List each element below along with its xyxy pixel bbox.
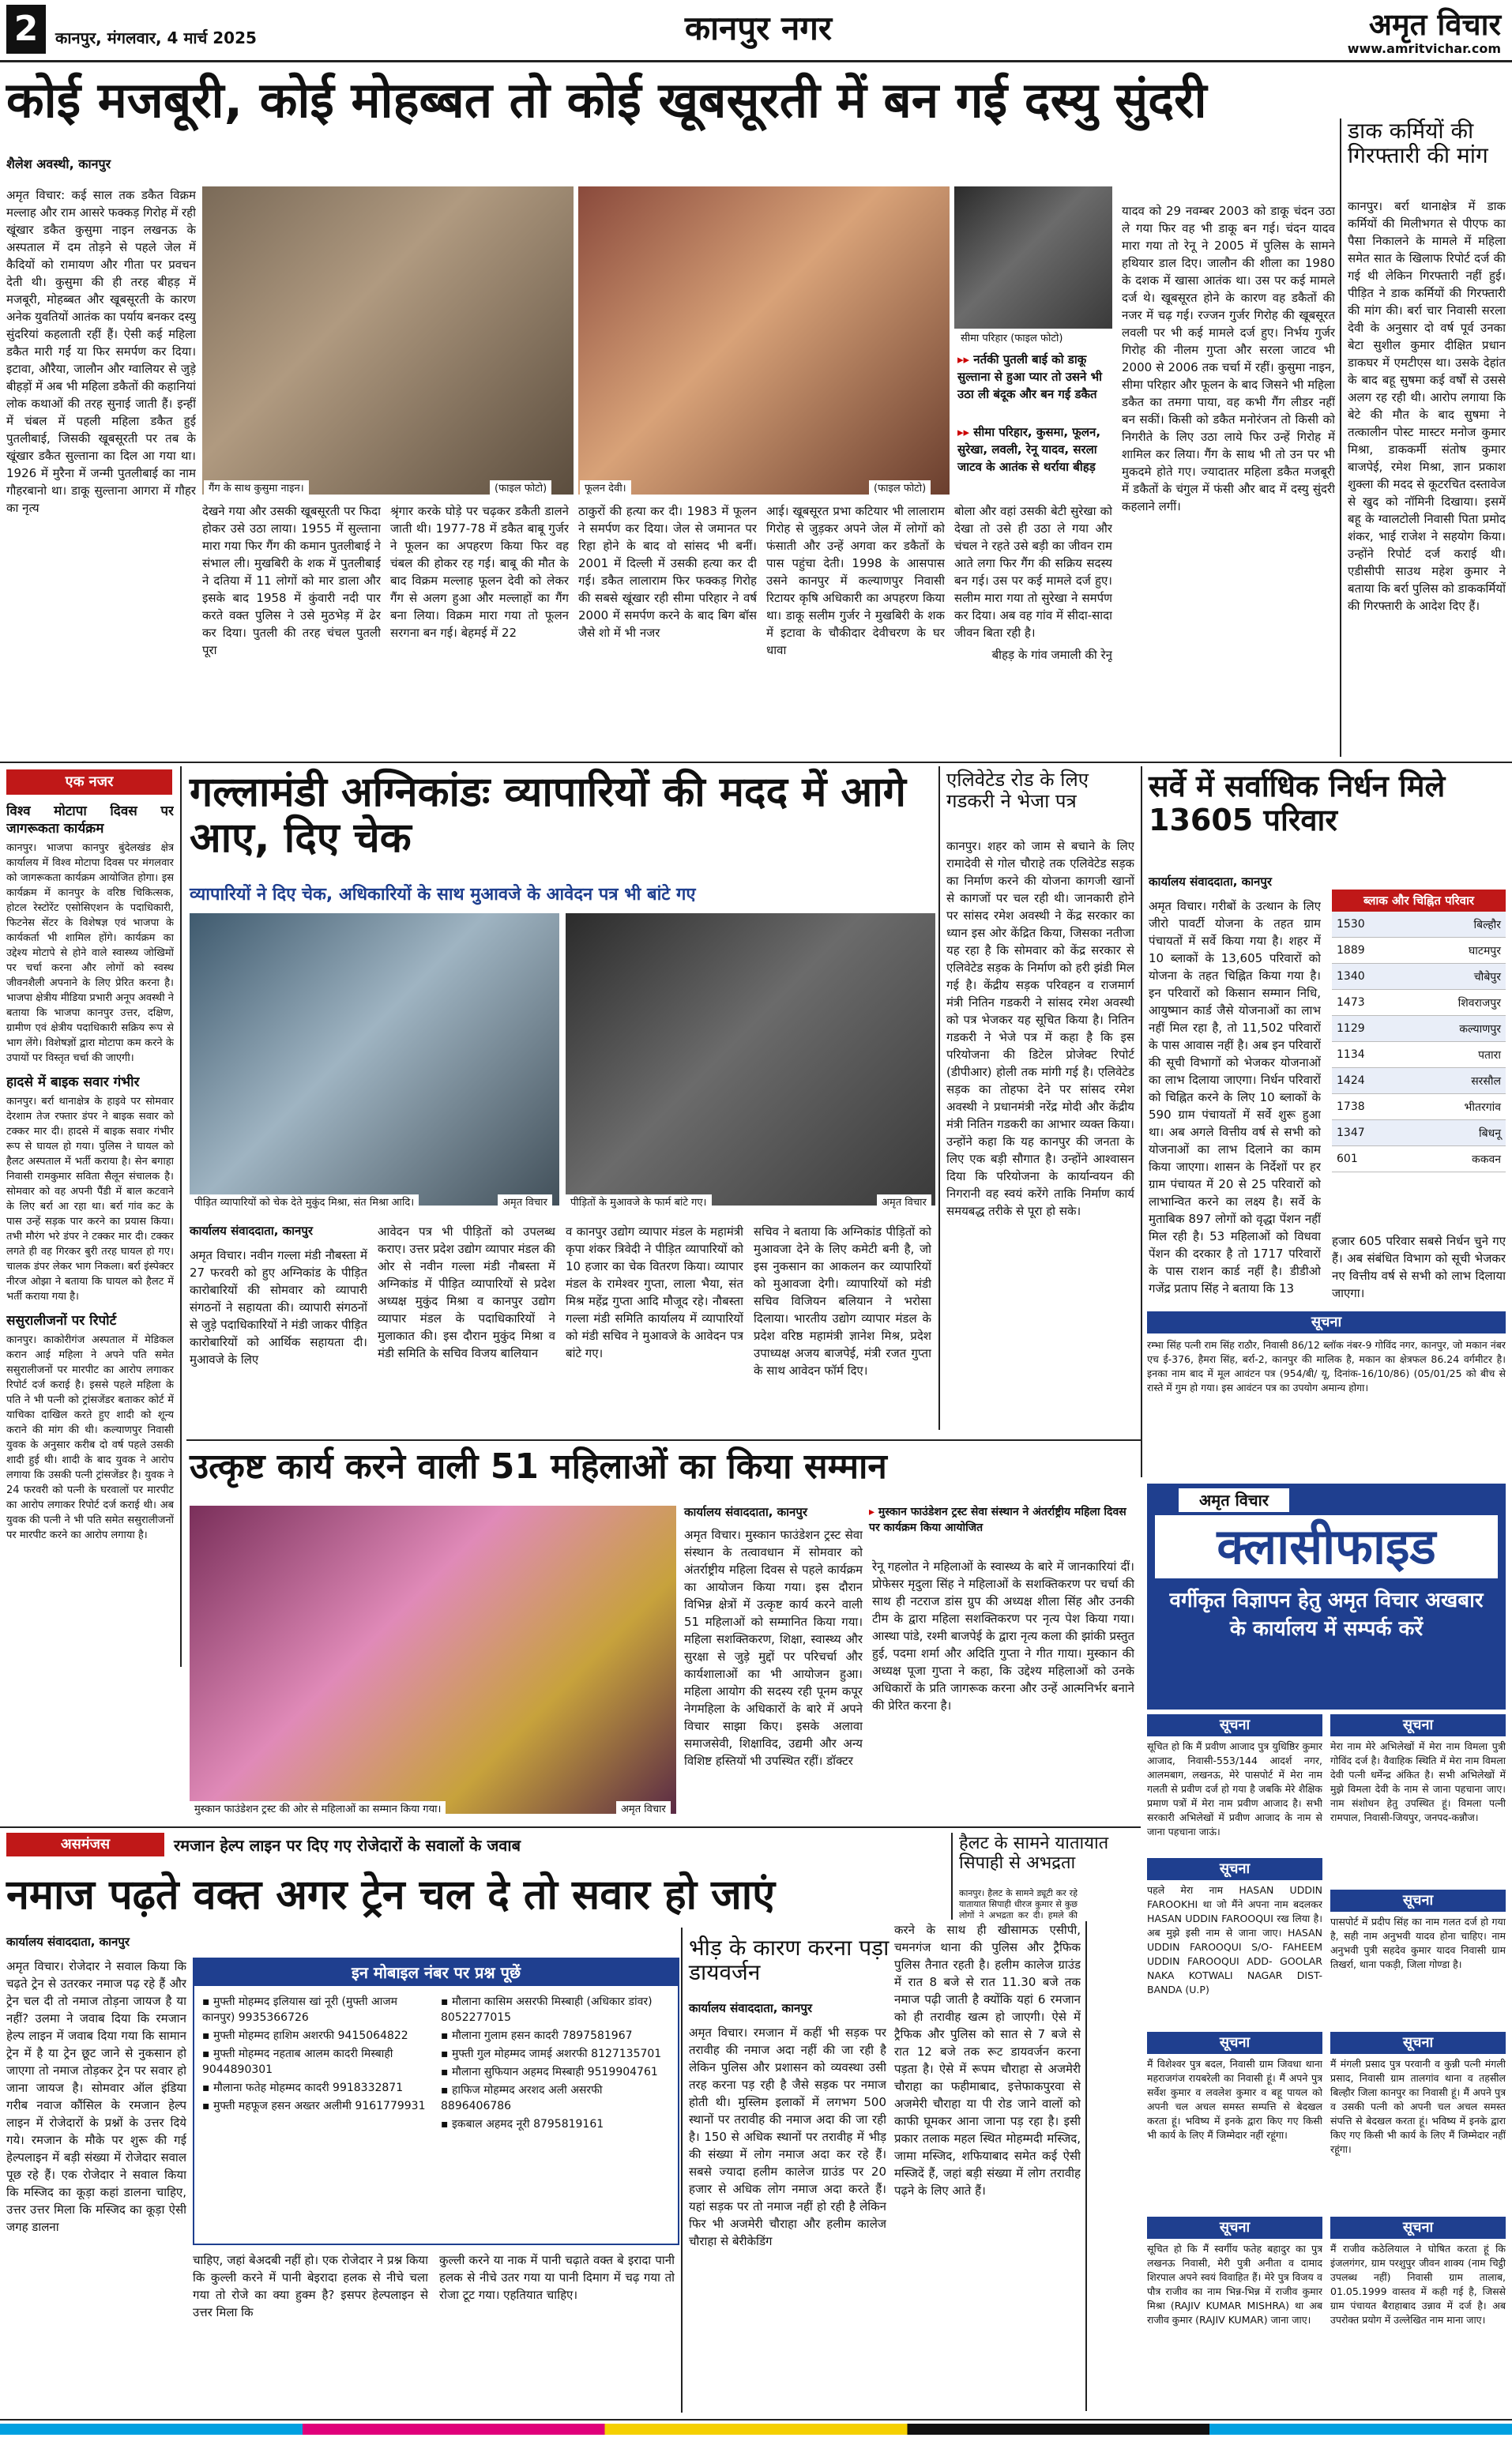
story4-col1: अमृत विचार। रोजेदार ने सवाल किया कि चढ़ते ट्रेन से उतरकर नमाज पढ़ रहे हैं और ट्रेन चल दी तो नमाज तोड़ना जायज है या नहीं? उलमा ने जवाब दिया कि रमजान हेल्प लाइन में जवाब दिया गया कि सामान ट्रेन में है या ट्रेन छूट जाने से नुकसान हो जाएगा तो नमाज तोड़कर ट्रेन पर सवार हो जाना जायज है। सोमवार ऑल इंडिया गरीब नवाज कौंसिल के रमजान हेल्प लाइन में रोजेदारों के प्रश्नों के उत्तर दिये गये। रमजान के मौके पर शुरू की गई हेल्पलाइन में बड़ी संख्या में रोजेदार सवाल पूछ रहे हैं। एक रोजेदार ने सवाल किया कि मस्जिद का कूड़ा कहां डालना चाहिए, उत्तर उत्तर मिला कि मस्जिद का कूड़ा ऐसी जगह डालना [6, 1959, 186, 2234]
helpline-left-list [202, 1994, 431, 2116]
survey-block-name: भीतरगांव [1405, 1094, 1506, 1120]
survey-table-row [1332, 938, 1506, 964]
survey-block-name: चौबेपुर [1405, 964, 1506, 990]
survey-family-count: 1424 [1332, 1068, 1405, 1094]
helpline-contact: ▪ मौलाना कासिम असरफी मिस्बाही (अधिकार डांवर) 8052277015 [441, 1995, 653, 2024]
story3-headline: उत्कृष्ट कार्य करने वाली 51 महिलाओं का किया सम्मान [190, 1446, 887, 1487]
survey-family-count: 601 [1332, 1146, 1405, 1172]
notice-5-body: सूचित हो कि मैं स्वर्गीय फतेह बहादुर का पुत्र लखनऊ निवासी, मेरी पुत्री अनीता व दामाद शिरपाल अपने स्वयं विवाहित हैं। मेरे पुत्र विजय व पौत्र राजीव का नाम भिन्न-भिन्न में राजीव कुमार मिश्रा (RAJIV KUMAR MISHRA) था अब राजीव कुमार (RAJIV KUMAR) जाना जाए। [1147, 2243, 1322, 2326]
story2-col4: सचिव ने बताया कि अग्निकांड पीड़ितों को मुआवजा देने के लिए कमेटी बनी है, जो इस नुकसान का आकलन कर व्यापारियों को मुआवजा देगी। व्यापारियों को मंडी सचिव विजियन बलियान ने भरोसा दिलाया। भारतीय उद्योग व्यापार मंडल के प्रदेश वरिष्ठ महामंत्री ज्ञानेश मिश्र, प्रदेश उपाध्यक्ष अजय बाजपेई, मंत्री रजत गुप्ता के साथ आवेदन फॉर्म दिए। [754, 1224, 931, 1378]
helpline-contact: ▪ मुफ्ती मोहम्मद नहताब आलम कादरी मिस्बाही 9044890301 [202, 2048, 393, 2076]
hallet-divider [951, 1833, 953, 1920]
survey-headline: सर्वे में सर्वाधिक निर्धन मिले 13605 परिवार [1149, 769, 1446, 837]
notice-1-body: रम्भा सिंह पत्नी राम सिंह राठौर, निवासी 86/12 ब्लॉक नंबर-9 गोविंद नगर, कानपुर, जो मकान नंबर एच ई-376, हैमरा सिंह, बर्रा-2, कानपुर की मालिक है, मकान का क्षेत्रफल 86.24 वर्गमीटर है। इनका नाम बाद में मूल आवंटन पत्र (954/बी/ यू, दिनांक-16/10/86) (05/01/25 को बीच से रास्ते में गुम हो गया। इस आवंटन पत्र का उपयोग अमान्य होगा। [1147, 1339, 1506, 1394]
story4-kicker: असमंजस [6, 1833, 164, 1856]
survey-table-row [1332, 1016, 1506, 1042]
helpline-contact: ▪ हाफिज मोहम्मद अरशद अली असरफी 8896406786 [441, 2084, 603, 2112]
story3-bullet: ▸ मुस्कान फाउंडेशन ट्रस्ट सेवा संस्थान ने अंतर्राष्ट्रीय महिला दिवस पर कार्यक्रम किया आयोजित [869, 1506, 1126, 1534]
story2-photo2-caption: पीड़ितों के मुआवजे के फार्म बांटे गए। [566, 1194, 712, 1212]
story3-col1: अमृत विचार। मुस्कान फाउंडेशन ट्रस्ट सेवा संस्थान के तत्वावधान में सोमवार को अंतर्राष्ट्रीय महिला दिवस से पहले कार्यक्रम का आयोजन किया गया। इस दौरान विभिन्न क्षेत्रों में उत्कृष्ट कार्य करने वाली 51 महिलाओं को सम्मानित किया गया। महिला सशक्तिकरण, शिक्षा, स्वास्थ्य और सुरक्षा से जुड़े मुद्दों पर परिचर्चा और कार्यशालाओं का भी आयोजन हुआ। महिला आयोग की सदस्य रही पूनम कपूर नेगमहिला के अधिकारों के बारे में अपने विचार साझा किए। इसके अलावा समाजसेवी, शिक्षाविद, उद्यमी और अन्य विशिष्ट हस्तियों भी उपस्थित रहीं। डॉक्टर [684, 1528, 863, 1768]
story1-photo1-caption: गैंग के साथ कुसुमा नाइन। [204, 480, 309, 498]
survey-table-grid [1332, 912, 1506, 1172]
notice-3-title: सूचना [1147, 1858, 1322, 1880]
survey-family-count: 1473 [1332, 990, 1405, 1016]
story1-col3: श्रृंगार करके घोड़े पर चढ़कर डकैती डालने जाती थी। 1977-78 में डकैत बाबू गुर्जर ने फूलन का अपहरण किया फिर वह चंबल की होकर रह गई। बाबू की मौत के बाद विक्रम मल्लाह फूलन देवी को लेकर गैंग से अलग हुआ और मल्लाहों का गैंग बना लिया। विक्रम मारा गया तो फूलन सरगना बन गई। बेहमई में 22 [390, 504, 569, 640]
notice-5-title: सूचना [1147, 2217, 1322, 2239]
survey-table-title: ब्लाक और चिह्नित परिवार [1332, 890, 1506, 912]
bullet-arrow-icon: ▸▸ [957, 352, 974, 367]
story3-photo-caption: मुस्कान फाउंडेशन ट्रस्ट की ओर से महिलाओं का सम्मान किया गया। [190, 1801, 446, 1819]
helpline-contact: ▪ मौलाना गुलाम हसन कादरी 7897581967 [441, 2029, 633, 2042]
survey-family-count: 1134 [1332, 1042, 1405, 1068]
notice-6-title: सूचना [1330, 1714, 1506, 1736]
survey-block-name: बिधनू [1405, 1120, 1506, 1146]
section-rule-1 [0, 762, 1512, 763]
ek-nazar-item-1-title: विश्व मोटापा दिवस पर जागरूकता कार्यक्रम [6, 803, 174, 837]
survey-body-2: हजार 605 परिवार सबसे निर्धन चुने गए हैं। अब संबंधित विभाग को सूची भेजकर नए वित्तीय वर्ष से सभी को लाभ दिलाया जाएगा। [1332, 1234, 1506, 1300]
story1-col7: यादव को 29 नवम्बर 2003 को डाकू चंदन उठा ले गया फिर वह भी डाकू बन गई। चंदन यादव मारा गया तो रेनू ने 2005 में पुलिस के सामने हथियार डाल दिए। जालौन की शीला का 1980 के दशक में खासा आतंक था। उस पर कई मामले दर्ज थे। खूबसूरत होने के कारण वह डकैतों की नजर में चढ़ गई। रज्जन गुर्जर गिरोह की खूबसूरत लवली पर भी कई मामले दर्ज हुए। निर्भय गुर्जर गिरोह की नीलम गुप्ता और सरला जाटव भी 2000 से 2006 तक चर्चा में रहीं। कुसुमा नाइन, सीमा परिहार और फूलन के बाद जिसने भी महिला डकैत का तमगा पाया, वह कभी गैंग लीडर नहीं बन सकीं। किसी को डकैत मनोरंजन तो किसी को निगरीते के लिए उठा लाये फिर उन्हें गिरोह में शामिल कर लिया। गैंग के साथ भी तो उन पर भी मुकदमे होते गए। ज्यादातर महिला डकैत मजबूरी में डकैतों के चंगुल में फंसी और बाद में दस्यु सुंदरी कहलाने लगीं। [1122, 204, 1335, 513]
story1-bullet-2: ▸▸ सीमा परिहार, कुसमा, फूलन, सुरेखा, लवली, रेनू यादव, सरला जाटव के आतंक से थर्राया बीहड़ [957, 425, 1101, 474]
story2-photo-cheque [190, 913, 559, 1206]
story1-col1: अमृत विचार: कई साल तक डकैत विक्रम मल्लाह और राम आसरे फक्कड़ गिरोह में रही खूंखार डकैत कुसुमा नाइन लखनऊ के अस्पताल में दम तोड़ने से पहले जेल में कैदियों को रामायण और गीता पर प्रवचन देती थी। कुसुमा की ही तरह बीहड़ में मजबूरी, मोहब्बत और खूबसूरती के कारण अनेक युवतियों आतंक का पर्याय बनकर दस्यु सुंदरियां कहलाती रहीं हैं। ऐसी कई महिला डकैत मारी गईं या फिर समर्पण कर दिया। इटावा, औरैया, जालौन और ग्वालियर से जुड़े बीहड़ों में अब भी महिला डकैतों की कहानियां लोक कथाओं की तरह सुनाई जाती हैं। इन्हीं में चंबल में पहली महिला डकैत हुई पुतलीबाई, जिसकी खूबसूरती पर तब के खूंखार डकैत सुल्ताना का दिल आ गया था। 1926 में मुरैना में जन्मी पुतलीबाई का नाम गौहरबानो था। डाकू सुल्ताना आगरा में गौहर का नृत्य [6, 188, 196, 515]
survey-family-count: 1889 [1332, 938, 1405, 964]
sidebar-divider [1340, 118, 1341, 757]
helpline-box [193, 1958, 679, 2245]
story2-subhead: व्यापारियों ने दिए चेक, अधिकारियों के साथ मुआवजे के आवेदन पत्र भी बांटे गए [190, 885, 696, 905]
ek-nazar-item-2-title: हादसे में बाइक सवार गंभीर [6, 1074, 140, 1090]
helpline-title: इन मोबाइल नंबर पर प्रश्न पूछें [194, 1959, 678, 1986]
dateline: कानपुर, मंगलवार, 4 मार्च 2025 [55, 28, 257, 47]
ek-nazar-item-2-body: कानपुर। बर्रा थानाक्षेत्र के हाइवे पर सोमवार देरशाम तेज रफ्तार डंपर ने बाइक सवार को टक्कर मार दी। हादसे में बाइक सवार गंभीर रूप से घायल हो गया। पुलिस ने घायल को हैलट अस्पताल में भर्ती कराया है। सेन बगाहा निवासी रामकुमार सविता सैलून संचालक है। सोमवार को वह अपनी पैंडी में बाल कटवाने के लिए बर्रा आ रहा था। बर्रा गांव कट के पास उन्हें सड़क पार करने का प्रयास किया। तभी मौरंग भरे डंपर ने टक्कर मार दी। टक्कर लगते ही वह गिरकर बुरी तरह घायल हो गए। चालक डंपर लेकर भाग निकला। बर्रा इंस्पेक्टर नीरज ओझा ने बताया कि घायल को हैलट में भर्ती कराया गया है। [6, 1096, 174, 1303]
footer-rule [0, 2419, 1512, 2421]
story5-divider [681, 1928, 683, 2413]
survey-body: अमृत विचार। गरीबों के उत्थान के लिए जीरो पावर्टी योजना के तहत ग्राम पंचायतों में सर्वे किया गया है। शहर में 10 ब्लाकों के 13,605 परिवारों को योजना के तहत चिह्नित किया गया है। इन परिवारों को किसान सम्मान निधि, आयुष्मान कार्ड जैसे योजनाओं का लाभ नहीं मिल रहा है, तो 11,502 परिवारों के पास आवास नहीं है। अब इन परिवारों की सूची विभागों को भेजकर योजनाओं का लाभ दिलाया जाएगा। निर्धन परिवारों को चिह्नित करने के लिए 10 ब्लाकों के 590 ग्राम पंचायतों में सर्वे शुरू हुआ था। अब अगले वित्तीय वर्ष से सभी को योजनाओं का लाभ दिलाने का काम किया जाएगा। शासन के निर्देशों पर हर ग्राम पंचायत में 20 से 25 परिवारों को लाभान्वित करने का लक्ष्य है। सर्वे के मुताबिक 897 लोगों को वृद्धा पेंशन नहीं मिल रही है। 53 महिलाओं को विधवा पेंशन की दरकार है तो 1717 परिवारों के पास राशन कार्ड नहीं है। डीडीओ गजेंद्र प्रताप सिंह ने बताया कि 13 [1149, 899, 1321, 1296]
survey-family-count: 1530 [1332, 912, 1405, 938]
notice-9-title: सूचना [1330, 2217, 1506, 2239]
ek-nazar-divider [180, 766, 182, 1667]
story2-photo1-credit: अमृत विचार [498, 1194, 552, 1212]
story5-byline: कार्यालय संवाददाता, कानपुर [689, 2001, 813, 2015]
gadkari-divider [938, 766, 940, 1430]
story1-bullet-1: ▸▸ नर्तकी पुतली बाई को डाकू सुल्ताना से हुआ प्यार तो उसने भी उठा ली बंदूक और बन गई डकैत [957, 352, 1103, 401]
helpline-contact: ▪ मुफ्ती मोहम्मद इलियास खां नूरी (मुफ्ती आजम कानपुर) 9935366726 [202, 1995, 398, 2024]
survey-table-row [1332, 1094, 1506, 1120]
notice-1-title: सूचना [1147, 1311, 1506, 1333]
story4-col2: चाहिए, जहां बेअदबी नहीं हो। एक रोजेदार ने प्रश्न किया कि कुल्ली करने में पानी बेइरादा हलक से नीचे चला गया तो रोजे का क्या हुक्म है? इसपर हेल्पलाइन से उत्तर मिला कि [193, 2253, 428, 2319]
survey-table-row [1332, 990, 1506, 1016]
section-rule-3 [0, 1826, 1141, 1828]
story1-byline: शैलेश अवस्थी, कानपुर [6, 156, 111, 171]
hallet-headline: हैलट के सामने यातायात सिपाही से अभद्रता [959, 1834, 1109, 1873]
notice-4-body: मैं विशेश्वर पुत्र बदल, निवासी ग्राम जिवधा थाना महराजगंज रायबरेली का निवासी हूं। मैं अपने पुत्र सर्वेश कुमार व लवलेश कुमार व बहू पायल को अपनी चल अचल समस्त सम्पत्ति से बेदखल करता हूं। भविष्य में इनके द्वारा किए गए किसी भी कार्य के लिए मैं जिम्मेदार नहीं रहूंगा। [1147, 2058, 1322, 2141]
masthead-rule [0, 60, 1512, 62]
survey-table-row [1332, 1042, 1506, 1068]
story2-col1: अमृत विचार। नवीन गल्ला मंडी नौबस्ता में 27 फरवरी को हुए अग्निकांड के पीड़ित कारोबारियों की सोमवार को व्यापारी संगठनों ने सहायता की। व्यापारी संगठनों से जुड़े पदाधिकारियों ने मंडी जाकर पीड़ित कारोबारियों को आर्थिक सहायता दी। मुआवजे के लिए [190, 1248, 367, 1367]
gadkari-body: कानपुर। शहर को जाम से बचाने के लिए रामादेवी से गोल चौराहे तक एलिवेटेड सड़क का निर्माण करने की योजना कागजी खानों से कागजों पर चल रही थी। जानकारी होने पर सांसद रमेश अवस्थी ने केंद्र सरकार का ध्यान इस ओर केंद्रित किया, जिसका नतीजा यह रहा है कि सोमवार को केंद्र सरकार से एलिवेटेड सड़क के निर्माण को हरी झंडी मिल गई है। केंद्रीय सड़क परिवहन व राजमार्ग मंत्री नितिन गडकरी ने सांसद रमेश अवस्थी को पत्र भेजकर यह सूचित किया है। नितिन गडकरी ने भेजे पत्र में कहा है कि इस परियोजना की डिटेल प्रोजेक्ट रिपोर्ट (डीपीआर) होली तक मांगी गई है। एलिवेटेड सड़क का तोहफा देने पर सांसद रमेश अवस्थी ने प्रधानमंत्री नरेंद्र मोदी और केंद्रीय मंत्री नितिन गडकरी का आभार व्यक्त किया। उन्होंने कहा कि यह कानपुर की जनता के लिए एक बड़ी सौगात है। उन्होंने आश्वासन दिया कि परियोजना के कार्यान्वयन की निगरानी वह स्वयं करेंगे ताकि निर्माण कार्य समयबद्ध तरीके से पूरा हो सके। [946, 839, 1134, 1218]
helpline-contact: ▪ मुफ्ती महफूज हसन अख्तर अलीमी 9161779931 [202, 2100, 426, 2112]
story1-col5: आई। खूबसूरत प्रभा कटियार भी लालाराम गिरोह से जुड़कर अपने जेल में लोगों को फंसाती और उन्हें अगवा कर डकैतों के पास पहुंचा देती। 1998 के आसपास उसने कानपुर में कल्याणपुर निवासी रिटायर कृषि अधिकारी का अपहरण किया था। डाकू सलीम गुर्जर ने मुखबिरी के शक में इटावा के चौकीदार देवीचरण के घर धावा [766, 504, 945, 657]
masthead [0, 0, 1512, 62]
story5-headline: भीड़ के कारण करना पड़ा डायवर्जन [689, 1935, 890, 1986]
notice-6-body: मेरा नाम मेरे अभिलेखों में मेरा नाम विमला पुत्री गोविंद दर्ज है। वैवाहिक स्थिति में मेरा नाम विमला देवी पत्नी धर्मेन्द्र अंकित है। सभी अभिलेखों में मुझे विमला देवी के नाम से जाना पहचाना जाए। नाम संशोधन हेतु उपस्थित हूं। विमला पत्नी रामपाल, निवासी-जियपुर, जनपद-कन्नौज। [1330, 1740, 1506, 1823]
survey-block-name: घाटमपुर [1405, 938, 1506, 964]
survey-family-count: 1340 [1332, 964, 1405, 990]
survey-family-count: 1347 [1332, 1120, 1405, 1146]
story4-col3: कुल्ली करने या नाक में पानी चढ़ाते वक्त बे इरादा पानी हलक से नीचे उतर गया या पानी दिमाग में चढ़ गया तो रोजा टूट गया। एहतियात चाहिए। [439, 2253, 675, 2302]
story1-photo3-caption: सीमा परिहार (फाइल फोटो) [956, 330, 1067, 348]
survey-table [1332, 890, 1506, 1221]
classified-title: क्लासीफाइड [1155, 1515, 1498, 1578]
survey-table-row [1332, 964, 1506, 990]
ek-nazar-column [6, 803, 174, 1672]
story5-col2: करने के साथ ही खीसामऊ एसीपी, चमनगंज थाना की पुलिस और ट्रैफिक पुलिस तैनात रहती है। हलीम कालेज ग्राउंड में रात 8 बजे से रात 11.30 बजे तक नमाज पढ़ी जाती है क्योंकि यहां 6 रमजान को ही तरावीह खत्म हो जाएगी। ऐसे में ट्रैफिक और पुलिस को सात से 7 बजे से रात 12 बजे तक रूट डायवर्जन करना पड़ता है। ऐसे में रूपम चौराहा से अजमेरी चौराहा का फहीमाबाद, इत्तेफाकपुरवा से अजमेरी चौराहा या पी रोड जाने वालों को काफी घूमकर आना जाना पड़ रहा है। इसी प्रकार तलाक महल स्थित मोहम्मदी मस्जिद, जामा मस्जिद, शफियाबाद समेत कई ऐसी मस्जिदें हैं, जहां बड़ी संख्या में लोग तरावीह पढ़ने के लिए आते हैं। [894, 1923, 1081, 2198]
footer-color-bar [0, 2424, 1512, 2435]
ek-nazar-item-3-title: ससुरालीजनों पर रिपोर्ट [6, 1313, 117, 1329]
notice-8-body: मैं मंगली प्रसाद पुत्र परवानी व कुन्नी पत्नी मंगली प्रसाद, निवासी ग्राम तालगांव थाना व तहसील बिल्हौर जिला कानपुर का निवासी हूं। मैं अपने पुत्र व उसकी पत्नी को अपनी चल अचल समस्त संपत्ति से बेदखल करता हूं। भविष्य में इनके द्वारा किए गए किसी भी कार्य के लिए मैं जिम्मेदार नहीं रहूंगा। [1330, 2058, 1506, 2155]
story3-col2: रेनू गहलोत ने महिलाओं के स्वास्थ्य के बारे में जानकारियां दीं। प्रोफेसर मृदुला सिंह ने महिलाओं के सशक्तिकरण पर चर्चा की साथ ही नटराज डांस ग्रुप की अध्यक्ष शीला सिंह और उनकी टीम के द्वारा महिला सशक्तिकरण पर नृत्य पेश किया गया। आस्था पांडे, रश्मी बाजपेई के द्वारा नृत्य कला की झांकी प्रस्तुत हुई, पदमा शर्मा और अदिति गुप्ता ने गीत गाया। मुस्कान की अध्यक्ष पूजा गुप्ता ने कहा, कि उद्देश्य महिलाओं को उनके अधिकारों के प्रति जागरूक करना और उन्हें आत्मनिर्भर बनाने की प्रेरित करना है। [872, 1559, 1134, 1713]
survey-block-name: शिवराजपुर [1405, 990, 1506, 1016]
helpline-contact: ▪ मुफ्ती मोहम्मद हाशिम अशरफी 9415064822 [202, 2029, 408, 2042]
story4-byline: कार्यालय संवाददाता, कानपुर [6, 1935, 130, 1949]
bullet-arrow-icon: ▸▸ [957, 425, 974, 439]
survey-byline: कार्यालय संवाददाता, कानपुर [1149, 875, 1273, 889]
survey-table-row [1332, 1120, 1506, 1146]
story1-headline: कोई मजबूरी, कोई मोहब्बत तो कोई खूबसूरती में बन गई दस्यु सुंदरी [6, 71, 1207, 129]
story1-photo-kusuma [202, 186, 574, 495]
dak-headline: डाक कर्मियों की गिरफ्तारी की मांग [1348, 118, 1488, 169]
story2-byline: कार्यालय संवाददाता, कानपुर [190, 1224, 314, 1238]
story1-photo-seema [954, 186, 1112, 329]
notice-3-body: पहले मेरा नाम HASAN UDDIN FAROOKHI था जो मैंने अपना नाम बदलकर HASAN UDDIN FAROOQUI रख लिया है। अब मुझे इसी नाम से जाना जाए। HASAN UDDIN FAROOQUI S/O- FAHEEM UDDIN FAROOQUI ADD- GOOLAR NAKA KOTWALI NAGAR DIST-BANDA (U.P) [1147, 1884, 1322, 1995]
survey-block-name: पतारा [1405, 1042, 1506, 1068]
notice-2-title: सूचना [1147, 1714, 1322, 1736]
story1-col6: बोला और वहां उसकी बेटी सुरेखा को देखा तो उसे ही उठा ले गया और चंचल ने रहते उसे बड़ी का जीवन राम आते लगा फिर गैंग की सक्रिय सदस्य बन गई। उस पर कई मामले दर्ज हुए। सलीम मारा गया तो सुरेखा ने समर्पण कर दिया। अब वह गांव में सीदा-सादा जीवन बिता रही है। बीहड़ के गांव जमाली की रेनू [954, 504, 1112, 662]
survey-block-name: ककवन [1405, 1146, 1506, 1172]
story4-headline: नमाज पढ़ते वक्त अगर ट्रेन चल दे तो सवार हो जाएं [6, 1871, 775, 1919]
ek-nazar-label: एक नजर [6, 769, 172, 795]
notice-4-title: सूचना [1147, 2032, 1322, 2054]
story2-col2: आवेदन पत्र भी पीड़ितों को उपलब्ध कराए। उत्तर प्रदेश उद्योग व्यापार मंडल की ओर से नवीन गल्ला मंडी नौबस्ता में अग्निकांड में पीड़ित व्यापारियों से प्रदेश अध्यक्ष मुकुंद मिश्रा व कानपुर उद्योग व्यापार मंडल के पदाधिकारियों ने मुलाकात की। इस दौरान मुकुंद मिश्रा व मंडी समिति के सचिव विजय बालियान [378, 1224, 555, 1360]
helpline-contact: ▪ इकबाल अहमद नूरी 8795819161 [441, 2118, 604, 2131]
story3-photo-credit: अमृत विचार [616, 1801, 671, 1819]
survey-divider [1141, 766, 1142, 1477]
hallet-body: कानपुर। हैलट के सामने ड्यूटी कर रहे यातायात सिपाही धीरज कुमार से कुछ लोगों ने अभद्रता कर दी। हमले की [959, 1888, 1078, 1920]
notice-8-title: सूचना [1330, 2032, 1506, 2054]
survey-block-name: सरसौल [1405, 1068, 1506, 1094]
story5-col1: अमृत विचार। रमजान में कहीं भी सड़क पर तरावीह की नमाज अदा नहीं की जा रही है लेकिन पुलिस और प्रशासन को व्यवस्था उसी तरह करना पड़ रही है जैसे सड़क पर नमाज होती थी। मुस्लिम इलाकों में लगभग 500 स्थानों पर तरावीह की नमाज अदा की जा रही है। 150 से अधिक स्थानों पर तरावीह में भीड़ की संख्या में लोग नमाज अदा कर रहे हैं। सबसे ज्यादा हलीम कालेज ग्राउंड पर 20 हजार से अधिक लोग नमाज अदा करते हैं। यहां सड़क पर तो नमाज नहीं हो रही है लेकिन फिर भी अजमेरी चौराहा और हलीम कालेज चौराहा से बेरीकेडिंग [689, 2026, 886, 2248]
story4-kicker-line: रमजान हेल्प लाइन पर दिए गए रोजेदारों के सवालों के जवाब [174, 1836, 521, 1855]
bullet-arrow-icon: ▸ [869, 1506, 878, 1518]
website-url[interactable]: www.amritvichar.com [1347, 41, 1501, 56]
section-rule-2 [186, 1439, 1141, 1441]
story2-photo1-caption: पीड़ित व्यापारियों को चेक देते मुकुंद मिश्रा, संत मिश्रा आदि। [190, 1194, 419, 1212]
survey-family-count: 1738 [1332, 1094, 1405, 1120]
ek-nazar-item-3-body: कानपुर। काकोरीगंज अस्पताल में मेडिकल करान आई महिला ने अपने पति समेत ससुरालीजनों पर मारपीट का आरोप लगाकर रिपोर्ट दर्ज कराई है। इससे पहले महिला के पति ने भी पत्नी को ट्रांसजेंडर बताकर कोर्ट में याचिका दाखिल करते हुए शादी को शून्य कराने की मांग की थी। कल्याणपुर निवासी युवक के अनुसार करीब दो वर्ष पहले उसकी शादी हुई थी। शादी के बाद युवक ने आरोप लगाया कि उसकी पत्नी ट्रांसजेंडर है। युवक ने 24 फरवरी को पत्नी के घरवालों पर मारपीट का आरोप लगाकर रिपोर्ट दर्ज कराई थी। अब युवक की पत्नी ने भी पति समेत ससुरालीजनों पर मारपीट करने का आरोप लगाया है। [6, 1334, 174, 1541]
helpline-contact: ▪ मौलाना फतेह मोहम्मद कादरी 9918332871 [202, 2082, 404, 2094]
helpline-right-list [441, 1994, 670, 2135]
story1-photo-phoolan [578, 186, 950, 495]
notice-9-body: मैं राजीव कठेलियाल ने घोषित करता हूं कि इंजलगंगर, ग्राम परशुपुर जीवन शाक्य (नाम चिट्ठी उपलब्ध नहीं) निवासी ग्राम तालाब, 01.05.1999 वास्तव में कही गई है, जिससे ग्राम पंचायत बैराहाबाद उन्नाव में दर्ज है। अब उपरोक्त प्रयोग में उल्लेखित नाम माना जाए। [1330, 2243, 1506, 2326]
brand-logo: अमृत विचार [1368, 7, 1501, 42]
story2-col3: व कानपुर उद्योग व्यापार मंडल के महामंत्री कृपा शंकर त्रिवेदी ने पीड़ित व्यापारियों को 10 हजार का चेक वितरण किया। व्यापार मंडल के रामेश्वर गुप्ता, लाला भैया, संत मिश्र महेंद्र गुप्ता आदि मौजूद रहे। नौबस्ता गल्ला मंडी समिति कार्यालय में व्यापारियों को मंडी सचिव ने मुआवजे के आवेदन पत्र बांटे गए। [566, 1224, 743, 1360]
helpline-contact: ▪ मौलाना सुफियान अहमद मिस्बाही 9519904761 [441, 2066, 658, 2078]
survey-table-row [1332, 912, 1506, 938]
survey-block-name: बिल्हौर [1405, 912, 1506, 938]
story3-byline: कार्यालय संवाददाता, कानपुर [684, 1505, 808, 1519]
hallet-divider-2 [1085, 1921, 1087, 2411]
story2-headline: गल्लामंडी अग्निकांडः व्यापारियों की मदद में आगे आए, दिए चेक [190, 769, 906, 863]
story2-photo2-credit: अमृत विचार [877, 1194, 931, 1212]
survey-family-count: 1129 [1332, 1016, 1405, 1042]
notice-7-body: पासपोर्ट में प्रदीप सिंह का नाम गलत दर्ज हो गया है, सही नाम अनुभवी यादव होना चाहिए। नाम अनुभवी पुत्री सहदेव कुमार यादव निवासी ग्राम तिखर्रा, थाना पकड़ी, जिला गोण्डा है। [1330, 1916, 1506, 1970]
notice-7-title: सूचना [1330, 1890, 1506, 1912]
story2-photo-forms [566, 913, 935, 1206]
story1-photo2-credit: (फाइल फोटो) [869, 480, 931, 498]
page-number: 2 [6, 5, 46, 54]
classified-banner [1147, 1484, 1506, 1710]
story1-col4: ठाकुरों की हत्या कर दी। 1983 में फूलन ने समर्पण कर दिया। जेल से जमानत पर रिहा होने के बाद वो सांसद भी बनीं। 2001 में दिल्ली में उसकी हत्या कर दी गई। डकैत लालाराम फिर फक्कड़ गिरोह की सबसे खूंखार रही सीमा परिहार ने वर्ष 2000 में समर्पण करने के बाद बिग बॉस जैसे शो में भी नजर [578, 504, 757, 640]
notice-2-body: सूचित हो कि मैं प्रवीण आजाद पुत्र युधिष्ठिर कुमार आजाद, निवासी-553/144 आदर्श नगर, आलमबाग, लखनऊ, मेरे पासपोर्ट में मेरा नाम गलती से प्रवीण दर्ज हो गया है जबकि मेरे शैक्षिक प्रमाण पत्रों में मेरा नाम प्रवीण आजाद है। सभी सरकारी अभिलेखों में प्रवीण आजाद के नाम से जाना पहचाना जाऊं। [1147, 1740, 1322, 1838]
gadkari-headline: एलिवेटेड रोड के लिए गडकरी ने भेजा पत्र [946, 769, 1089, 812]
survey-table-row [1332, 1146, 1506, 1172]
section-title: कानपुर नगर [684, 9, 833, 47]
dak-body: कानपुर। बर्रा थानाक्षेत्र में डाक कर्मियों की मिलीभगत से पीएफ का पैसा निकालने के मामले में महिला समेत सात के खिलाफ रिपोर्ट दर्ज की गई थी लेकिन गिरफ्तारी नहीं हुई। पीड़ित ने डाक कर्मियों की गिरफ्तारी की मांग की। बर्रा चार निवासी सरला देवी के अनुसार दो वर्ष पूर्व उनका बेटा सुशील कुमार दीक्षित प्रधान डाकघर में एमटीएस था। उसके देहांत के बाद बहू सुषमा कई वर्षों से उससे अलग रह रही थी। आरोप लगाया कि बेटे की मौत के बाद सुषमा ने तत्कालीन पोस्ट मास्टर मनोज कुमार मिश्रा, डाककर्मी संतोष कुमार बाजपेई, रमेश मिश्रा, ज्ञान प्रकाश शुक्ला की मदद से कूटरचित दस्तावेज से खुद को नॉमिनी दिखाया। इसमें बहू के ग्वालटोली निवासी पिता प्रमोद शंकर, भाई राजेश ने सहयोग किया। उन्होंने रिपोर्ट दर्ज कराई थी। एडीसीपी साउथ महेश कुमार ने बताया कि बर्रा पुलिस को डाककर्मियों की गिरफ्तारी के आदेश दिए हैं। [1348, 199, 1506, 613]
story1-photo1-credit: (फाइल फोटो) [490, 480, 551, 498]
story3-photo [190, 1506, 676, 1814]
classified-brand: अमृत विचार [1179, 1488, 1289, 1512]
classified-tagline: वर्गीकृत विज्ञापन हेतु अमृत विचार अखबार के कार्यालय में सम्पर्क करें [1169, 1589, 1484, 1641]
story1-col2: देखने गया और उसकी खूबसूरती पर फिदा होकर उसे उठा लाया। 1955 में सुल्ताना मारा गया फिर गैंग की कमान पुतलीबाई ने संभाल ली। मुखबिरी के शक में पुतलीबाई ने दतिया में 11 लोगों को मार डाला और इसके बाद 1958 में कुंवारी नदी पार करते वक्त पुलिस ने उसे मुठभेड़ में ढेर कर दिया। पुतली की तरह चंचल पुतली पूरा [202, 504, 381, 657]
survey-table-row [1332, 1068, 1506, 1094]
ek-nazar-item-1-body: कानपुर। भाजपा कानपुर बुंदेलखंड क्षेत्र कार्यालय में विश्व मोटापा दिवस पर मंगलवार को जागरूकता कार्यक्रम आयोजित होगा। इस कार्यक्रम में कानपुर के वरिष्ठ चिकित्सक, होटल रेस्टोरेंट एसोसिएशन के पदाधिकारी, फिटनेस सेंटर के विशेषज्ञ एवं भाजपा के कार्यकर्ता भी शामिल होंगे। कार्यक्रम का उद्देश्य मोटापे से होने वाले स्वास्थ्य जोखिमों पर चर्चा करना और लोगों को स्वस्थ जीवनशैली अपनाने के लिए प्रेरित करना है। भाजपा क्षेत्रीय मीडिया प्रभारी अनूप अवस्थी ने बताया कि भाजपा कानपुर उत्तर, दक्षिण, ग्रामीण एवं क्षेत्रीय पदाधिकारी सक्रिय रूप से भाग लेंगे। विशेषज्ञों द्वारा मोटापा कम करने के उपायों पर विस्तृत चर्चा की जाएगी। [6, 842, 174, 1064]
survey-block-name: कल्याणपुर [1405, 1016, 1506, 1042]
story1-photo2-caption: फूलन देवी। [580, 480, 631, 498]
helpline-contact: ▪ मुफ्ती गुल मोहम्मद जामई अशरफी 8127135701 [441, 2048, 662, 2060]
